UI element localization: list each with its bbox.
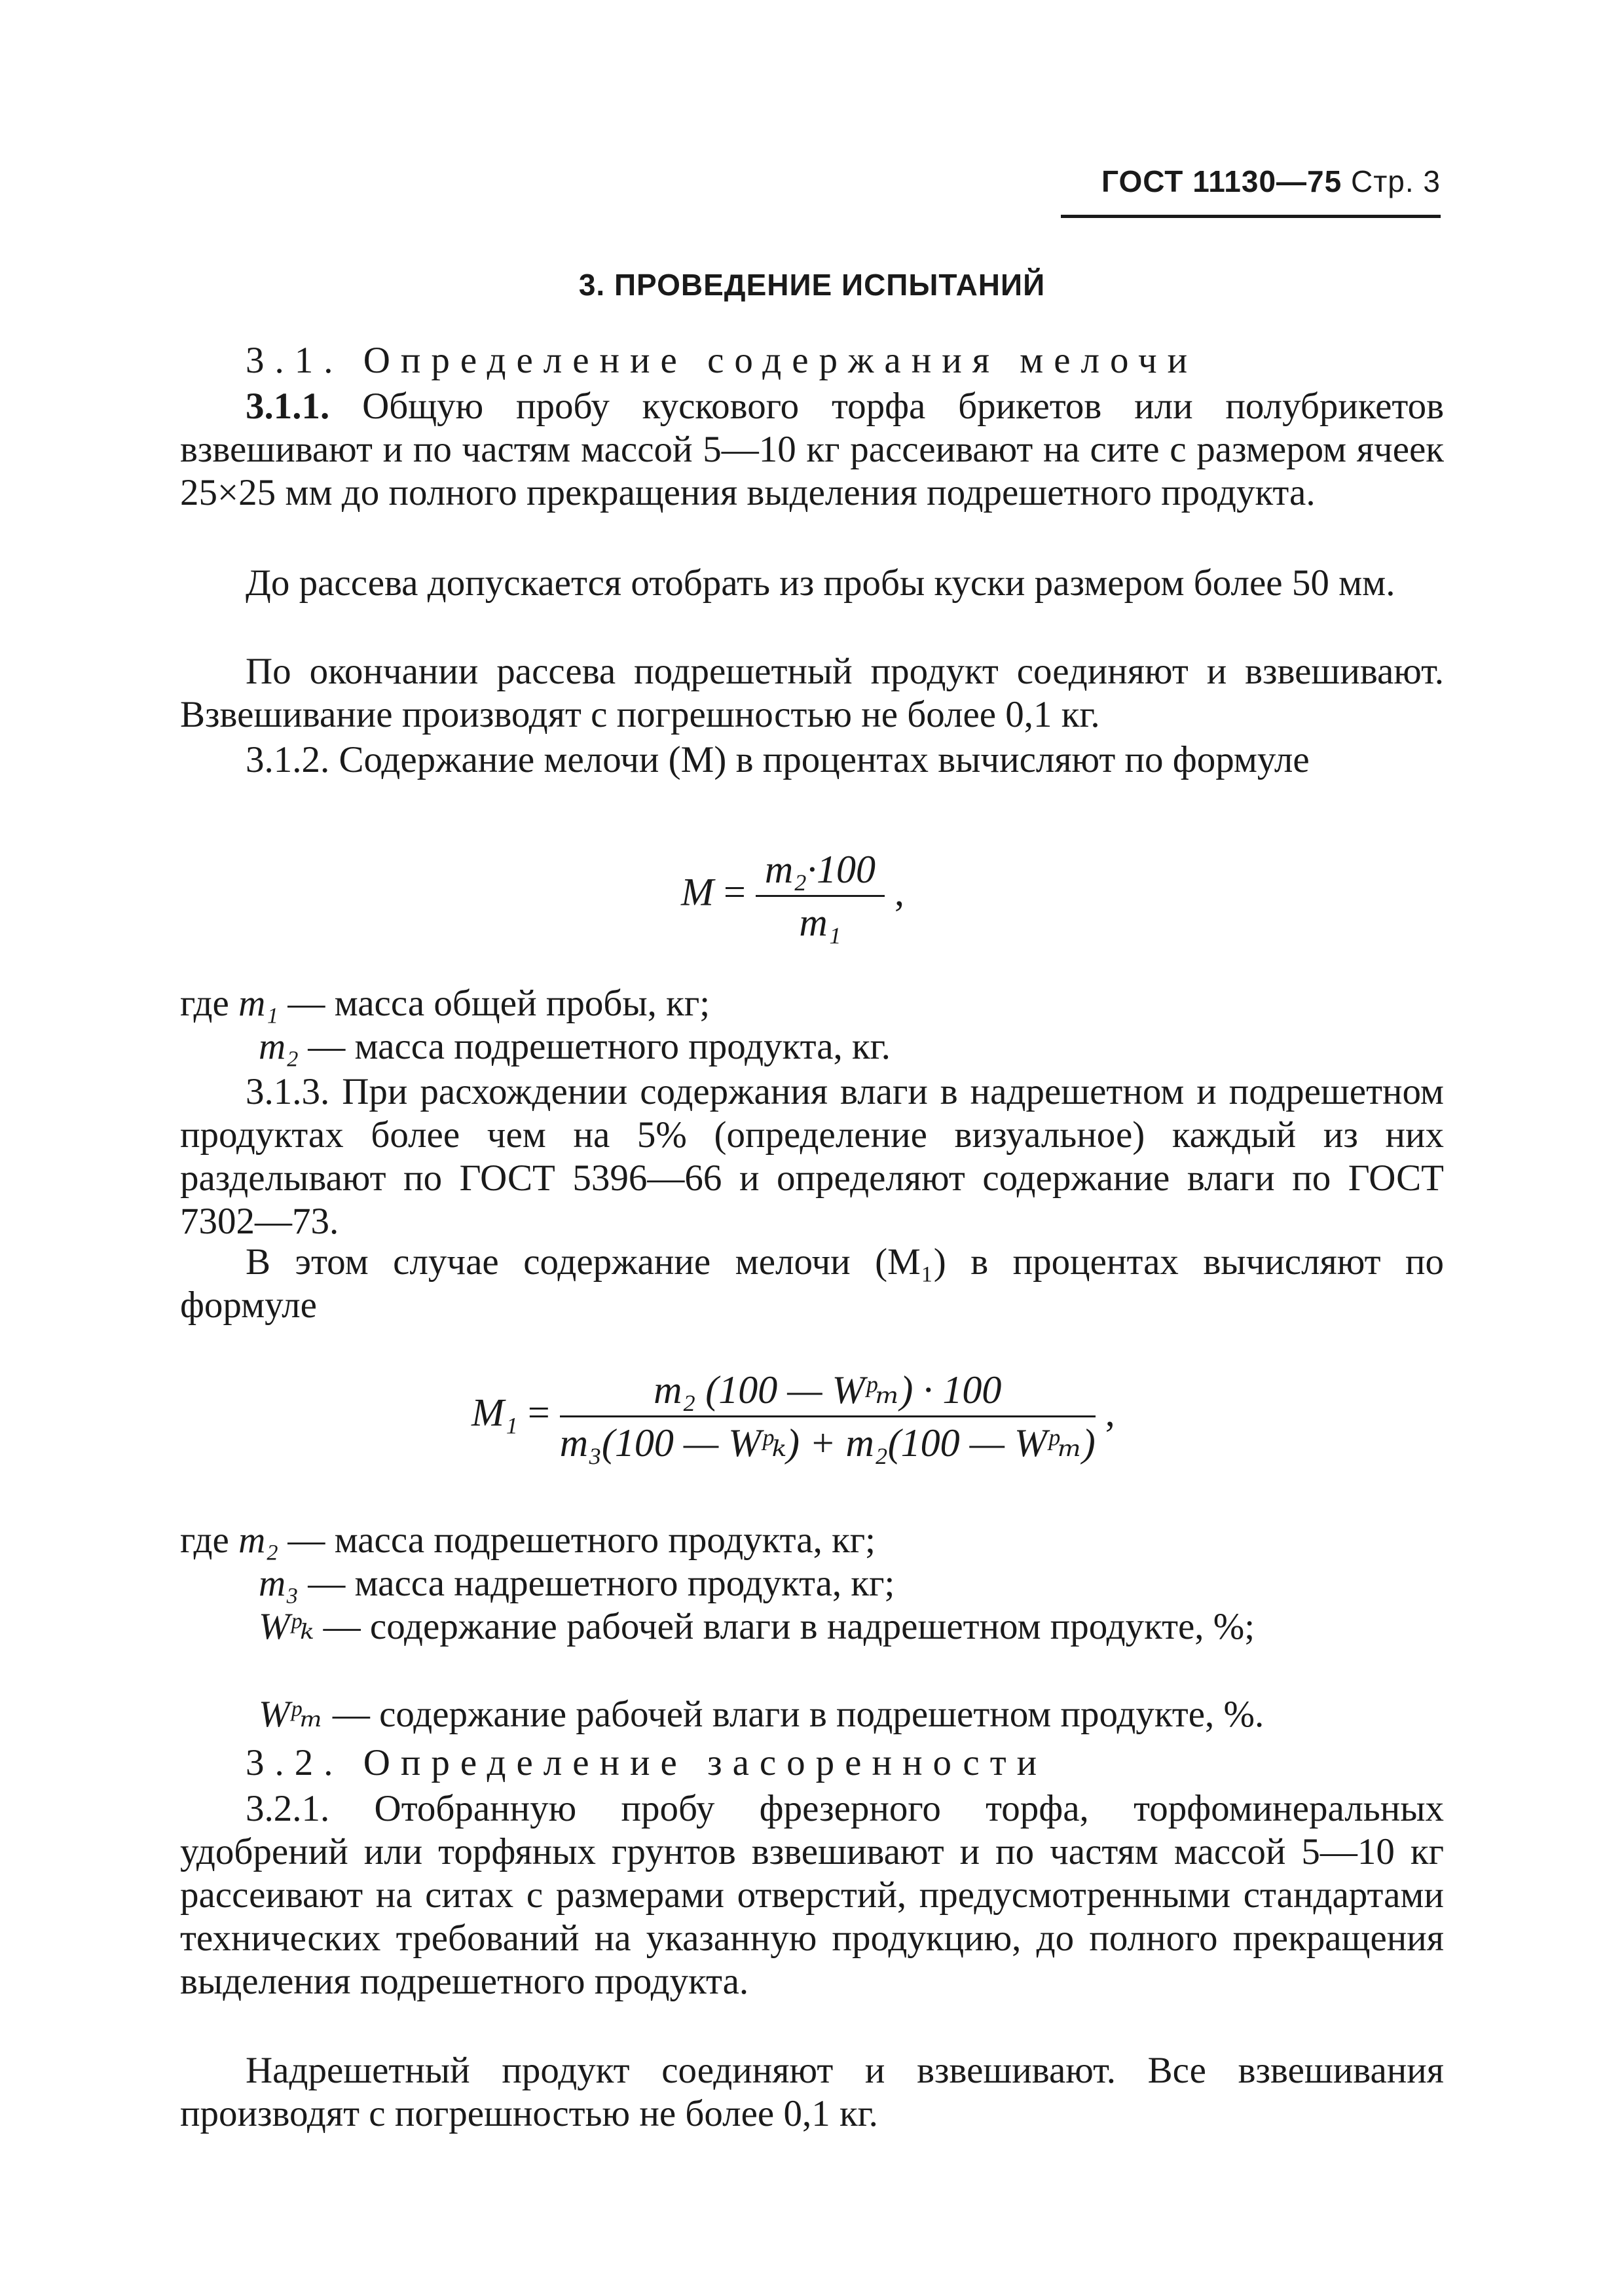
formula-m1-numerator: m₂ (100 — Wᵖₘ) · 100 xyxy=(560,1368,1096,1417)
legend-text: — содержание рабочей влаги в надрешетном продукте, %; xyxy=(323,1606,1255,1647)
legend-symbol: m₂ xyxy=(238,1520,279,1561)
legend-text: — масса подрешетного продукта, кг; xyxy=(287,1520,876,1561)
formula-m1-comma: , xyxy=(1105,1391,1115,1434)
paragraph-3-1-3: 3.1.3. При расхождении содержания влаги в надрешетном и подрешетном продуктах более чем на 5% (определение визуальное) каждый из них разделывают по ГОСТ 5396—66 и определяют содержание влаги по ГОСТ 7302—73. xyxy=(180,1071,1444,1242)
standard-number: ГОСТ 11130—75 xyxy=(1101,164,1342,198)
formula-m-denominator: m₁ xyxy=(799,901,841,944)
legend-text: — масса надрешетного продукта, кг; xyxy=(308,1563,895,1604)
paragraph-3-1-1-number: 3.1.1. xyxy=(246,386,330,427)
legend2-wk xyxy=(259,1605,1444,1649)
formula-m1-eq: = xyxy=(527,1391,550,1434)
legend-m2 xyxy=(259,1025,891,1068)
formula-m-fraction xyxy=(756,848,885,944)
legend-text: — масса подрешетного продукта, кг. xyxy=(308,1026,891,1067)
paragraph-3-1-1 xyxy=(180,385,1444,515)
formula-m1 xyxy=(471,1368,1115,1465)
paragraph-case: В этом случае содержание мелочи (M₁) в процентах вычисляют по формуле xyxy=(180,1241,1444,1326)
legend-lead: где xyxy=(180,983,229,1024)
formula-m-numerator: m₂·100 xyxy=(756,848,885,897)
paragraph-3-2-1: 3.2.1. Отобранную пробу фрезерного торфа, торфоминеральных удобрений или торфяных грунтов взвешивают и по частям массой 5—10 кг рассеивают на ситах с размерами отверстий, предусмотренными стандартами технических требований на указанную продукцию, до полного прекращения выделения подрешетного продукта. xyxy=(180,1788,1444,2002)
formula-m1-denominator: m₃(100 — Wᵖₖ) + m₂(100 — Wᵖₘ) xyxy=(559,1421,1096,1465)
formula-m-comma: , xyxy=(895,870,905,914)
header-rule xyxy=(1061,215,1441,218)
legend-symbol: m₃ xyxy=(259,1563,299,1604)
formula-m xyxy=(681,848,904,944)
legend2-m3 xyxy=(259,1562,895,1605)
formula-m-eq: = xyxy=(723,870,746,914)
legend-symbol: m₂ xyxy=(259,1026,299,1067)
page-header xyxy=(1061,164,1441,199)
formula-m1-lhs: M₁ xyxy=(471,1391,518,1434)
legend2-m2 xyxy=(180,1519,876,1562)
legend-text: — содержание рабочей влаги в подрешетном продукте, %. xyxy=(332,1694,1264,1735)
legend-text: — масса общей пробы, кг; xyxy=(287,983,710,1024)
paragraph-before-sieving: До рассева допускается отобрать из пробы куски размером более 50 мм. xyxy=(246,562,1395,604)
formula-m-lhs: M xyxy=(681,870,714,914)
subsection-3-1-title: 3.1. Определение содержания мелочи xyxy=(246,340,1198,381)
paragraph-3-1-1-text: Общую пробу кускового торфа брикетов или полубрикетов взвешивают и по частям массой 5—10 кг рассеивают на сите с размером ячеек 25×25 мм до полного прекращения выделения подрешетного продукта. xyxy=(180,386,1445,513)
subsection-3-2-title: 3.2. Определение засоренности xyxy=(246,1742,1048,1783)
legend-symbol: m₁ xyxy=(238,983,279,1024)
legend2-wm xyxy=(259,1693,1264,1736)
page-number: Стр. 3 xyxy=(1350,164,1441,198)
legend-symbol: Wᵖₘ xyxy=(259,1694,323,1735)
legend-lead: где xyxy=(180,1520,229,1561)
section-title: 3. ПРОВЕДЕНИЕ ИСПЫТАНИЙ xyxy=(578,268,1046,302)
paragraph-3-1-2: 3.1.2. Содержание мелочи (M) в процентах вычисляют по формуле xyxy=(246,739,1310,780)
formula-m1-fraction xyxy=(560,1368,1096,1465)
paragraph-final: Надрешетный продукт соединяют и взвешивают. Все взвешивания производят с погрешностью не более 0,1 кг. xyxy=(180,2050,1444,2134)
legend-m1 xyxy=(180,982,710,1025)
paragraph-after-sieving: По окончании рассева подрешетный продукт соединяют и взвешивают. Взвешивание производят с погрешностью не более 0,1 кг. xyxy=(180,651,1444,735)
legend-symbol: Wᵖₖ xyxy=(259,1606,314,1647)
